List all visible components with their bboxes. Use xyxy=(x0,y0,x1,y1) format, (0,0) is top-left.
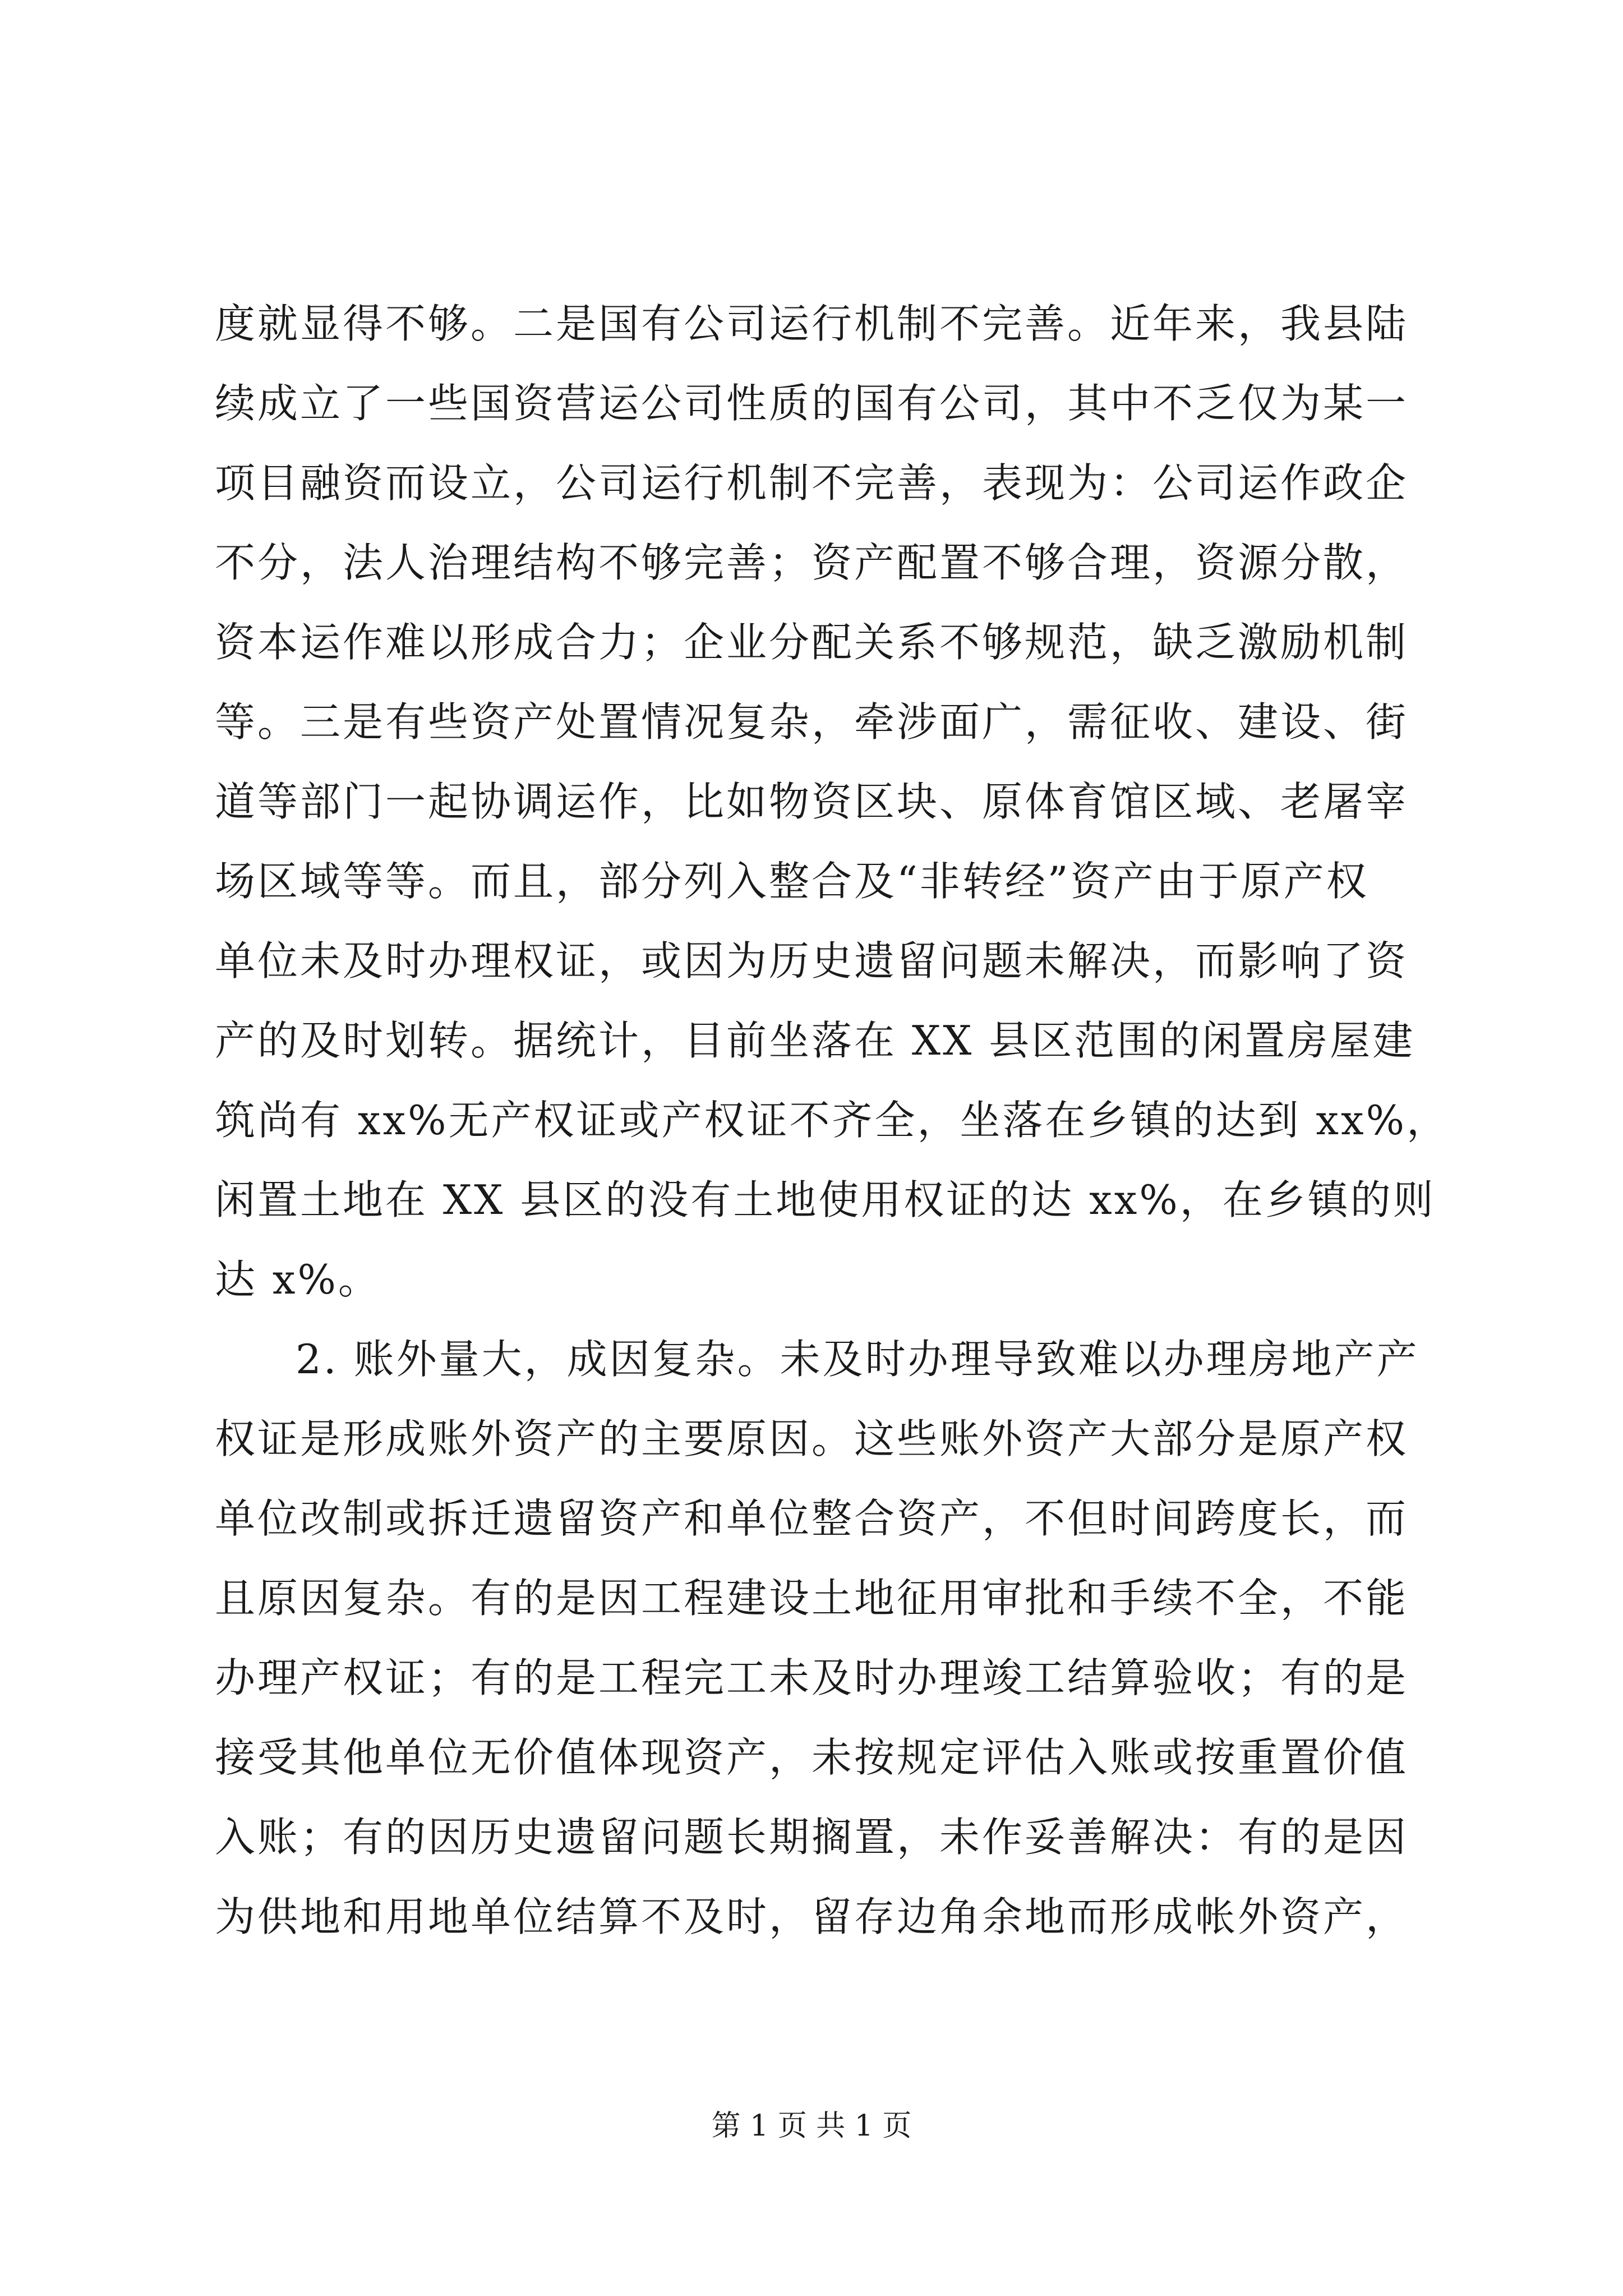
paragraph-start-line: 2. 账外量大，成因复杂。未及时办理导致难以办理房地产产 xyxy=(296,1336,1419,1383)
text-line: 资本运作难以形成合力；企业分配关系不够规范，缺乏激励机制 xyxy=(215,619,1409,666)
page-footer: 第 1 页 共 1 页 xyxy=(711,2109,912,2143)
text-line: 单位未及时办理权证，或因为历史遗留问题未解决，而影响了资 xyxy=(215,937,1409,984)
text-line: 度就显得不够。二是国有公司运行机制不完善。近年来，我县陆 xyxy=(215,300,1409,347)
text-line: 为供地和用地单位结算不及时，留存边角余地而形成帐外资产， xyxy=(215,1893,1409,1940)
text-line: 权证是形成账外资产的主要原因。这些账外资产大部分是原产权 xyxy=(215,1415,1409,1462)
text-line: 筑尚有 xx%无产权证或产权证不齐全，坐落在乡镇的达到 xx%， xyxy=(215,1097,1450,1144)
text-line: 项目融资而设立，公司运行机制不完善，表现为：公司运作政企 xyxy=(215,459,1409,507)
text-line: 场区域等等。而且，部分列入整合及“非转经”资产由于原产权 xyxy=(215,858,1369,905)
document-body xyxy=(215,284,1450,1957)
text-line: 产的及时划转。据统计，目前坐落在 XX 县区范围的闲置房屋建 xyxy=(215,1017,1415,1064)
text-line: 续成立了一些国资营运公司性质的国有公司，其中不乏仅为某一 xyxy=(215,380,1409,427)
text-line: 且原因复杂。有的是因工程建设土地征用审批和手续不全，不能 xyxy=(215,1575,1409,1622)
text-line: 单位改制或拆迁遗留资产和单位整合资产，不但时间跨度长，而 xyxy=(215,1495,1409,1542)
text-line: 等。三是有些资产处置情况复杂，牵涉面广，需征收、建设、街 xyxy=(215,698,1409,746)
text-line: 不分，法人治理结构不够完善；资产配置不够合理，资源分散， xyxy=(215,539,1409,586)
text-line: 闲置土地在 XX 县区的没有土地使用权证的达 xx%，在乡镇的则 xyxy=(215,1176,1436,1223)
text-line: 入账；有的因历史遗留问题长期搁置，未作妥善解决：有的是因 xyxy=(215,1814,1409,1861)
text-line: 办理产权证；有的是工程完工未及时办理竣工结算验收；有的是 xyxy=(215,1654,1409,1701)
text-line: 接受其他单位无价值体现资产，未按规定评估入账或按重置价值 xyxy=(215,1734,1409,1781)
text-line: 达 x%。 xyxy=(215,1256,381,1303)
text-line: 道等部门一起协调运作，比如物资区块、原体育馆区域、老屠宰 xyxy=(215,778,1409,825)
